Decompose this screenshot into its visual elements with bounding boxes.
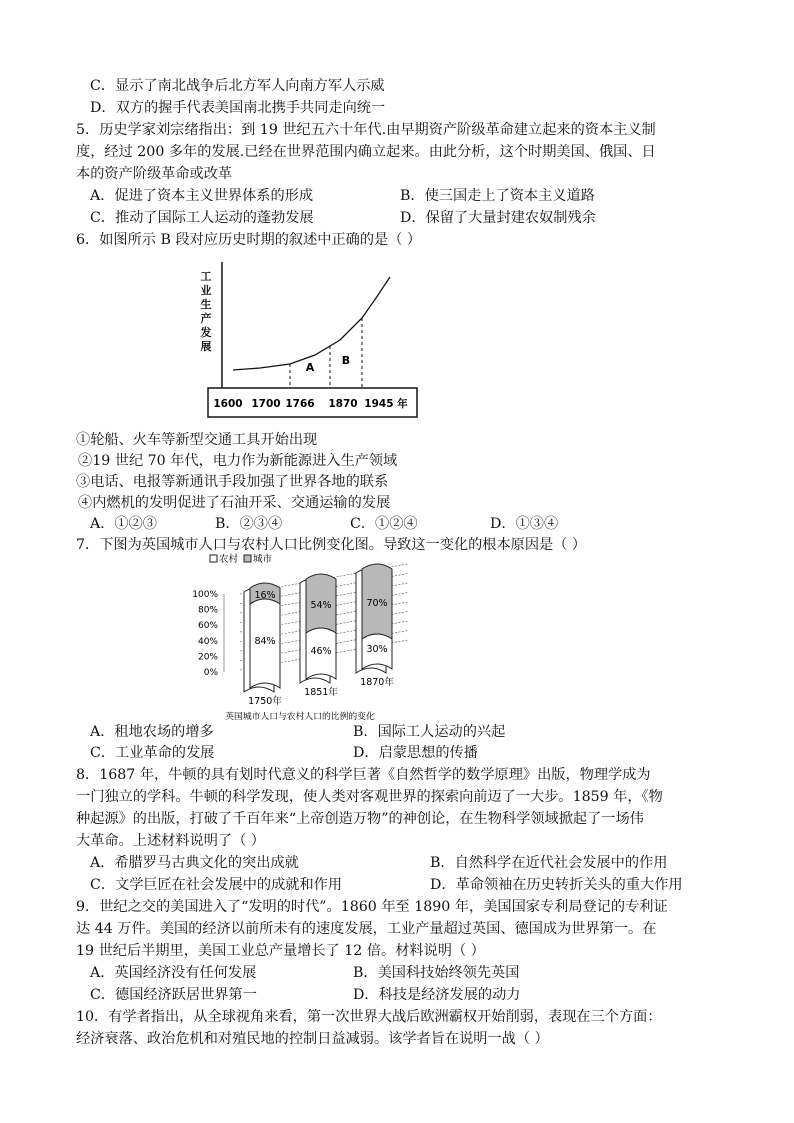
chart2-bars xyxy=(244,564,392,692)
bar-urban-label: 54% xyxy=(310,600,332,611)
q5-stem-line2: 度，经过 200 多年的发展.已经在世界范围内确立起来。由此分析，这个时期美国、俄国、日 xyxy=(76,144,656,160)
q6-option-b: B．②③④ xyxy=(215,516,283,532)
bar-rural-label: 46% xyxy=(310,646,332,657)
q9-option-c: C．德国经济跃居世界第一 xyxy=(90,987,257,1003)
bar-rural-label: 84% xyxy=(254,636,276,647)
q6-item-3: ③电话、电报等新通讯手段加强了世界各地的联系 xyxy=(76,474,389,490)
q6-item-1: ①轮船、火车等新型交通工具开始出现 xyxy=(76,432,318,448)
q8-option-b: B．自然科学在近代社会发展中的作用 xyxy=(430,855,668,871)
q7-option-d: D．启蒙思想的传播 xyxy=(353,745,478,761)
q8-option-a: A．希腊罗马古典文化的突出成就 xyxy=(90,855,299,871)
legend-rural-swatch xyxy=(210,555,217,562)
q8-option-c: C．文学巨匠在社会发展中的成就和作用 xyxy=(90,877,343,893)
q6-stem: 6．如图所示 B 段对应历史时期的叙述中正确的是（ ） xyxy=(76,232,422,248)
chart2-ytick: 80% xyxy=(197,605,218,616)
q5-stem-line3: 本的资产阶级革命或改革 xyxy=(76,166,233,182)
q9-option-b: B．美国科技始终领先英国 xyxy=(353,965,520,981)
chart1-ylabel-char: 生 xyxy=(200,298,212,311)
chart1-xtick: 1600 xyxy=(213,398,243,410)
chart1-ylabel xyxy=(200,270,212,353)
q5-option-a: A．促进了资本主义世界体系的形成 xyxy=(90,188,314,204)
q9-stem-line1: 9．世纪之交的美国进入了“发明的时代”。1860 年至 1890 年，美国国家专利局登记的专利证 xyxy=(76,899,668,915)
chart1-segment-a: A xyxy=(305,361,315,374)
q8-option-d: D．革命领袖在历史转折关头的重大作用 xyxy=(430,877,683,893)
chart1-xtick: 1700 xyxy=(251,398,281,410)
chart2-ytick: 100% xyxy=(192,590,218,600)
q7-stem: 7．下图为英国城市人口与农村人口比例变化图。导致这一变化的根本原因是（ ） xyxy=(76,537,587,553)
q4-option-c: C．显示了南北战争后北方军人向南方军人示威 xyxy=(90,78,385,94)
chart1-xtick: 1766 xyxy=(285,398,315,410)
chart2-ytick: 40% xyxy=(197,636,218,647)
q10-stem-line1: 10．有学者指出，从全球视角来看，第一次世界大战后欧洲霸权开始削弱，表现在三个方面： xyxy=(76,1009,662,1025)
chart2-category: 1750年 xyxy=(248,696,282,707)
chart2-caption: 英国城市人口与农村人口的比例的变化 xyxy=(225,712,375,722)
legend-urban-label: 城市 xyxy=(253,554,273,565)
population-bar xyxy=(244,583,280,692)
q5-option-c: C．推动了国际工人运动的蓬勃发展 xyxy=(90,210,314,226)
q6-option-c: C．①②④ xyxy=(350,516,418,532)
q5-option-d: D．保留了大量封建农奴制残余 xyxy=(400,210,596,226)
chart1-curve xyxy=(233,277,390,370)
chart1-ylabel-char: 展 xyxy=(200,340,212,353)
population-bar xyxy=(356,564,392,673)
chart2-ytick: 20% xyxy=(197,652,218,663)
q8-stem-line3: 种起源》的出版，打破了千百年来“上帝创造万物”的神创论，在生物科学领域掀起了一场伟 xyxy=(76,811,644,827)
q5-stem-line1: 5．历史学家刘宗绪指出：到 19 世纪五六十年代.由早期资产阶级革命建立起来的资本主义制 xyxy=(76,122,656,138)
q6-item-2: ②19 世纪 70 年代，电力作为新能源进入生产领域 xyxy=(78,453,398,469)
population-ratio-chart xyxy=(190,552,420,724)
q9-stem-line2: 达 44 万件。美国的经济以前所未有的速度发展，工业产量超过英国、德国成为世界第一。在 xyxy=(76,921,657,937)
q8-stem-line1: 8．1687 年，牛顿的具有划时代意义的科学巨著《自然哲学的数学原理》出版，物理学成为 xyxy=(76,767,651,783)
legend-rural-label: 农村 xyxy=(219,554,239,565)
industrial-production-chart xyxy=(200,252,425,422)
chart1-xtick: 1945 年 xyxy=(364,398,408,410)
chart1-ylabel-char: 产 xyxy=(200,312,212,325)
population-bar xyxy=(300,574,336,683)
q7-option-c: C．工业革命的发展 xyxy=(90,745,215,761)
chart1-ylabel-char: 工 xyxy=(200,270,212,283)
q10-stem-line2: 经济衰落、政治危机和对殖民地的控制日益减弱。该学者旨在说明一战（ ） xyxy=(76,1031,549,1047)
chart1-xtick: 1870 xyxy=(328,398,358,410)
q7-option-a: A．租地农场的增多 xyxy=(90,724,214,740)
bar-urban-label: 70% xyxy=(366,598,388,609)
q6-option-d: D．①③④ xyxy=(490,516,559,532)
chart2-category: 1870年 xyxy=(360,677,394,688)
q6-item-4: ④内燃机的发明促进了石油开采、交通运输的发展 xyxy=(78,495,391,511)
q4-option-d: D．双方的握手代表美国南北携手共同走向统一 xyxy=(90,100,386,116)
legend-urban-swatch xyxy=(244,555,251,562)
chart2-category: 1851年 xyxy=(304,687,338,698)
chart2-ytick: 60% xyxy=(197,621,218,632)
q7-option-b: B．国际工人运动的兴起 xyxy=(353,724,506,740)
chart2-ytick: 0% xyxy=(203,668,218,678)
q9-stem-line3: 19 世纪后半期里，美国工业总产量增长了 12 倍。材料说明（ ） xyxy=(76,943,485,959)
bar-urban-label: 16% xyxy=(254,590,276,601)
chart1-ylabel-char: 发 xyxy=(200,326,212,339)
q9-option-d: D．科技是经济发展的动力 xyxy=(353,987,521,1003)
chart1-ylabel-char: 业 xyxy=(200,284,212,297)
chart1-segment-b: B xyxy=(341,354,351,367)
bar-rural-label: 30% xyxy=(366,644,388,655)
q9-option-a: A．英国经济没有任何发展 xyxy=(90,965,257,981)
chart2-yticks xyxy=(192,590,218,678)
q8-stem-line2: 一门独立的学科。牛顿的科学发现，使人类对客观世界的探索向前迈了一大步。1859 年，《物 xyxy=(76,789,663,805)
q6-option-a: A．①②③ xyxy=(90,516,157,532)
q5-option-b: B．使三国走上了资本主义道路 xyxy=(400,188,595,204)
q8-stem-line4: 大革命。上述材料说明了（ ） xyxy=(76,833,265,849)
